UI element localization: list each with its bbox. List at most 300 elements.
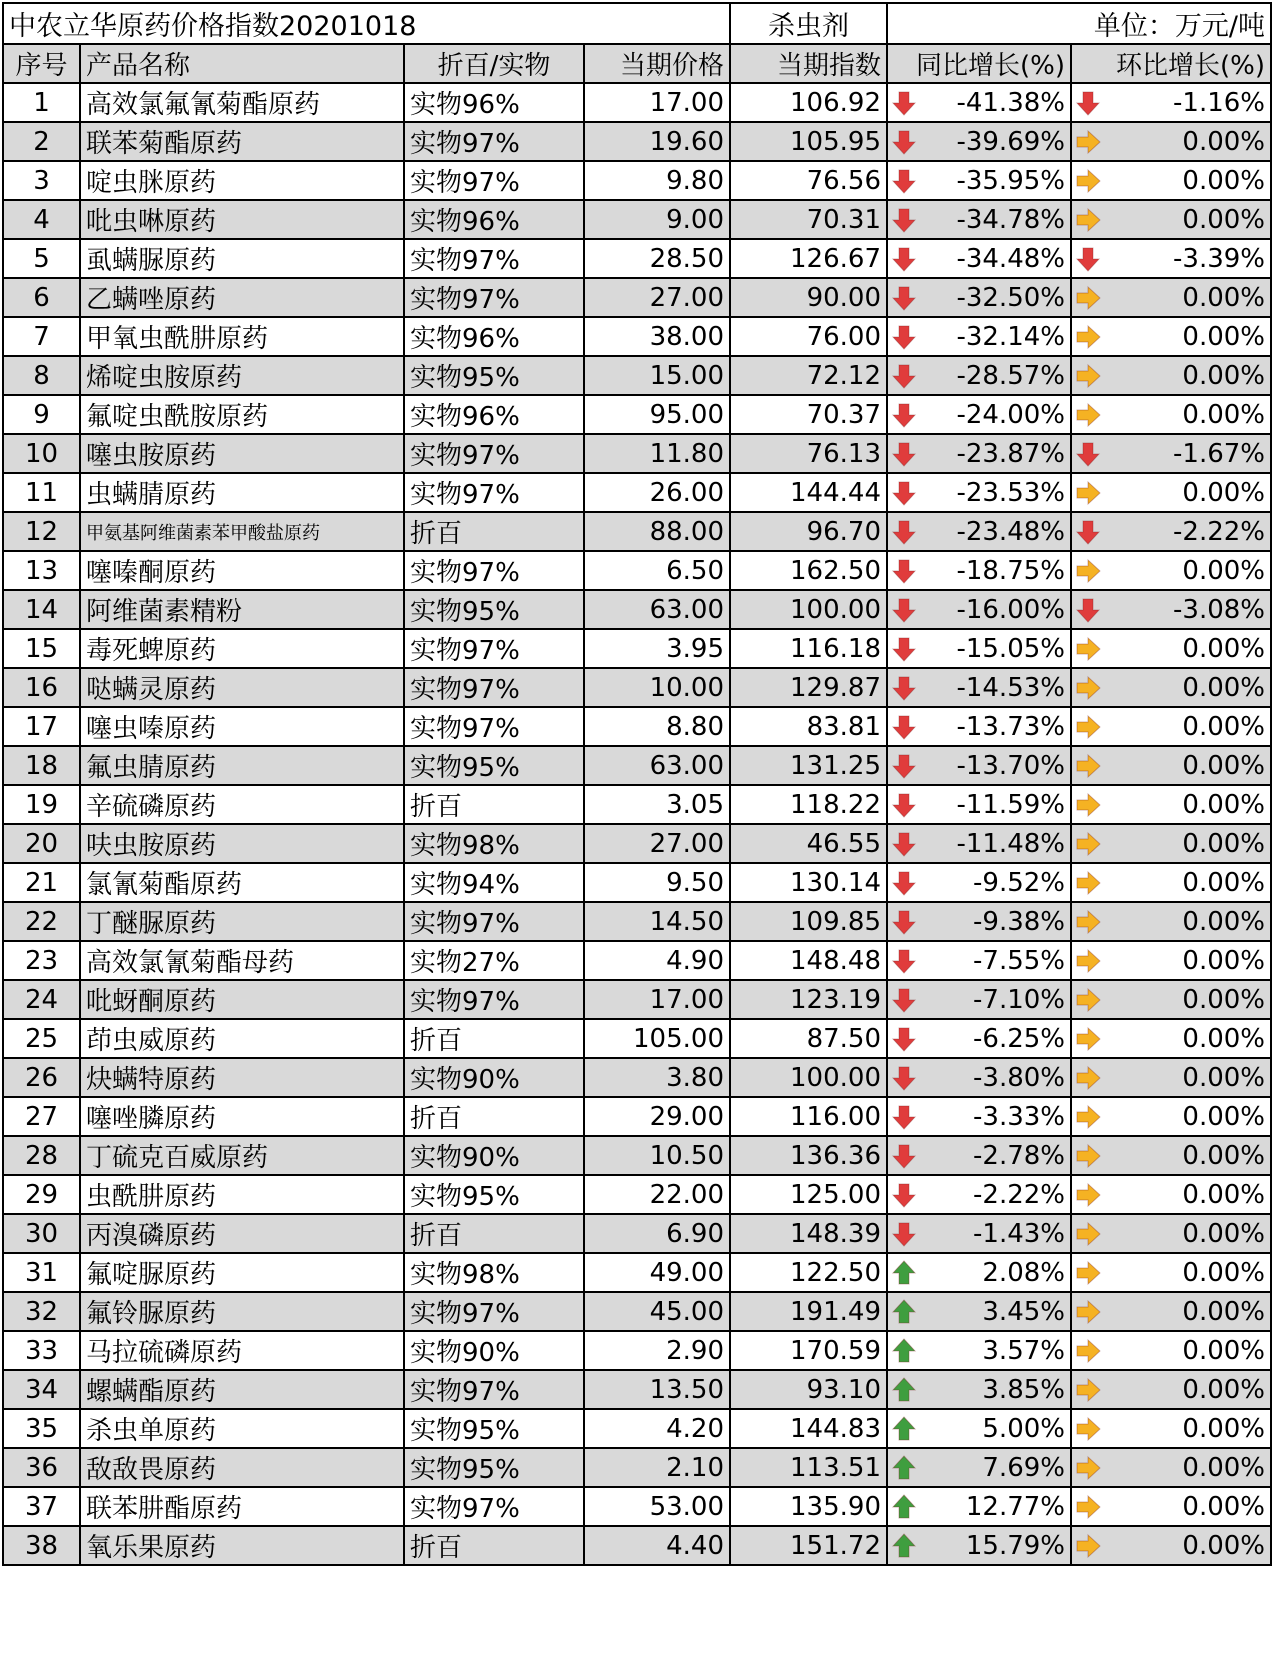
current-price: 17.00 xyxy=(584,83,730,122)
arrow-right-icon xyxy=(1075,909,1101,935)
mom-value: -1.67% xyxy=(1173,438,1266,469)
arrow-down-icon xyxy=(891,1104,917,1130)
arrow-up-icon xyxy=(891,1494,917,1520)
product-name: 甲氨基阿维菌素苯甲酸盐原药 xyxy=(80,512,404,551)
yoy-change xyxy=(887,1175,1071,1214)
yoy-change xyxy=(887,434,1071,473)
current-price: 29.00 xyxy=(584,1097,730,1136)
mom-change xyxy=(1071,590,1271,629)
mom-value: 0.00% xyxy=(1182,1140,1266,1171)
yoy-value: 5.00% xyxy=(982,1413,1065,1444)
product-name: 烯啶虫胺原药 xyxy=(80,356,404,395)
yoy-change xyxy=(887,629,1071,668)
current-index: 90.00 xyxy=(730,278,887,317)
yoy-change xyxy=(887,668,1071,707)
product-spec: 实物90% xyxy=(404,1331,584,1370)
row-number: 7 xyxy=(3,317,80,356)
current-price: 3.95 xyxy=(584,629,730,668)
arrow-down-icon xyxy=(891,90,917,116)
table-row xyxy=(3,395,1271,434)
arrow-right-icon xyxy=(1075,1299,1101,1325)
row-number: 12 xyxy=(3,512,80,551)
category-label: 杀虫剂 xyxy=(730,3,887,44)
mom-change xyxy=(1071,83,1271,122)
table-row xyxy=(3,1292,1271,1331)
arrow-right-icon xyxy=(1075,324,1101,350)
mom-change xyxy=(1071,122,1271,161)
current-index: 83.81 xyxy=(730,707,887,746)
arrow-right-icon xyxy=(1075,363,1101,389)
yoy-value: -39.69% xyxy=(956,126,1065,157)
arrow-right-icon xyxy=(1075,1494,1101,1520)
mom-value: 0.00% xyxy=(1182,633,1266,664)
yoy-value: -16.00% xyxy=(956,594,1065,625)
mom-change xyxy=(1071,902,1271,941)
arrow-right-icon xyxy=(1075,1065,1101,1091)
arrow-right-icon xyxy=(1075,558,1101,584)
table-row xyxy=(3,1214,1271,1253)
product-spec: 实物97% xyxy=(404,122,584,161)
mom-value: 0.00% xyxy=(1182,126,1266,157)
yoy-change xyxy=(887,161,1071,200)
product-name: 丁醚脲原药 xyxy=(80,902,404,941)
row-number: 38 xyxy=(3,1526,80,1565)
current-price: 27.00 xyxy=(584,278,730,317)
yoy-change xyxy=(887,1331,1071,1370)
product-name: 虫螨腈原药 xyxy=(80,473,404,512)
unit-label: 单位：万元/吨 xyxy=(887,3,1271,44)
arrow-down-icon xyxy=(1075,246,1101,272)
arrow-down-icon xyxy=(891,168,917,194)
arrow-down-icon xyxy=(891,597,917,623)
yoy-value: -24.00% xyxy=(956,399,1065,430)
yoy-change xyxy=(887,1487,1071,1526)
current-price: 19.60 xyxy=(584,122,730,161)
mom-value: 0.00% xyxy=(1182,321,1266,352)
row-number: 22 xyxy=(3,902,80,941)
table-row xyxy=(3,1097,1271,1136)
current-price: 11.80 xyxy=(584,434,730,473)
table-row xyxy=(3,1409,1271,1448)
mom-change xyxy=(1071,1097,1271,1136)
current-index: 100.00 xyxy=(730,590,887,629)
yoy-value: -11.59% xyxy=(956,789,1065,820)
arrow-up-icon xyxy=(891,1338,917,1364)
current-price: 2.90 xyxy=(584,1331,730,1370)
product-spec: 实物95% xyxy=(404,746,584,785)
yoy-value: -41.38% xyxy=(956,87,1065,118)
row-number: 5 xyxy=(3,239,80,278)
mom-change xyxy=(1071,278,1271,317)
yoy-change xyxy=(887,746,1071,785)
column-header-row xyxy=(3,44,1271,83)
mom-value: -3.08% xyxy=(1173,594,1266,625)
arrow-up-icon xyxy=(891,1260,917,1286)
arrow-right-icon xyxy=(1075,402,1101,428)
yoy-value: -32.50% xyxy=(956,282,1065,313)
arrow-right-icon xyxy=(1075,168,1101,194)
table-row xyxy=(3,824,1271,863)
current-index: 70.31 xyxy=(730,200,887,239)
arrow-right-icon xyxy=(1075,1104,1101,1130)
row-number: 10 xyxy=(3,434,80,473)
product-spec: 实物97% xyxy=(404,902,584,941)
product-spec: 实物95% xyxy=(404,590,584,629)
table-row xyxy=(3,83,1271,122)
arrow-down-icon xyxy=(1075,519,1101,545)
mom-change xyxy=(1071,317,1271,356)
product-name: 氟啶虫酰胺原药 xyxy=(80,395,404,434)
mom-change xyxy=(1071,551,1271,590)
table-row xyxy=(3,551,1271,590)
arrow-down-icon xyxy=(1075,441,1101,467)
product-name: 虫酰肼原药 xyxy=(80,1175,404,1214)
current-index: 131.25 xyxy=(730,746,887,785)
table-row xyxy=(3,1019,1271,1058)
row-number: 1 xyxy=(3,83,80,122)
current-index: 116.18 xyxy=(730,629,887,668)
current-price: 4.20 xyxy=(584,1409,730,1448)
product-name: 丙溴磷原药 xyxy=(80,1214,404,1253)
yoy-value: -7.10% xyxy=(973,984,1065,1015)
price-index-table xyxy=(2,2,1272,1566)
col-header-index: 当期指数 xyxy=(730,44,887,83)
mom-change xyxy=(1071,161,1271,200)
yoy-change xyxy=(887,1136,1071,1175)
yoy-value: -3.33% xyxy=(973,1101,1065,1132)
mom-change xyxy=(1071,1487,1271,1526)
mom-value: 0.00% xyxy=(1182,1452,1266,1483)
arrow-up-icon xyxy=(891,1416,917,1442)
yoy-value: 3.85% xyxy=(982,1374,1065,1405)
row-number: 35 xyxy=(3,1409,80,1448)
mom-change xyxy=(1071,668,1271,707)
product-name: 氯氰菊酯原药 xyxy=(80,863,404,902)
current-price: 95.00 xyxy=(584,395,730,434)
current-index: 96.70 xyxy=(730,512,887,551)
arrow-down-icon xyxy=(891,870,917,896)
current-price: 14.50 xyxy=(584,902,730,941)
mom-change xyxy=(1071,473,1271,512)
arrow-down-icon xyxy=(891,831,917,857)
product-name: 氟虫腈原药 xyxy=(80,746,404,785)
current-index: 93.10 xyxy=(730,1370,887,1409)
product-name: 阿维菌素精粉 xyxy=(80,590,404,629)
col-header-price: 当期价格 xyxy=(584,44,730,83)
mom-value: 0.00% xyxy=(1182,906,1266,937)
row-number: 9 xyxy=(3,395,80,434)
arrow-down-icon xyxy=(891,909,917,935)
mom-change xyxy=(1071,1253,1271,1292)
product-name: 呋虫胺原药 xyxy=(80,824,404,863)
current-price: 9.50 xyxy=(584,863,730,902)
mom-change xyxy=(1071,707,1271,746)
mom-change xyxy=(1071,980,1271,1019)
mom-value: 0.00% xyxy=(1182,867,1266,898)
product-name: 氟啶脲原药 xyxy=(80,1253,404,1292)
product-name: 哒螨灵原药 xyxy=(80,668,404,707)
row-number: 19 xyxy=(3,785,80,824)
product-name: 噻唑膦原药 xyxy=(80,1097,404,1136)
table-row xyxy=(3,941,1271,980)
mom-change xyxy=(1071,1370,1271,1409)
yoy-change xyxy=(887,1058,1071,1097)
mom-value: 0.00% xyxy=(1182,1530,1266,1561)
current-price: 105.00 xyxy=(584,1019,730,1058)
yoy-change xyxy=(887,512,1071,551)
current-index: 130.14 xyxy=(730,863,887,902)
product-spec: 折百 xyxy=(404,1214,584,1253)
arrow-up-icon xyxy=(891,1533,917,1559)
mom-value: 0.00% xyxy=(1182,165,1266,196)
arrow-right-icon xyxy=(1075,948,1101,974)
arrow-down-icon xyxy=(891,753,917,779)
mom-value: 0.00% xyxy=(1182,399,1266,430)
mom-change xyxy=(1071,1058,1271,1097)
yoy-value: -35.95% xyxy=(956,165,1065,196)
yoy-value: -2.22% xyxy=(973,1179,1065,1210)
yoy-value: -23.53% xyxy=(956,477,1065,508)
yoy-change xyxy=(887,590,1071,629)
row-number: 31 xyxy=(3,1253,80,1292)
current-index: 76.13 xyxy=(730,434,887,473)
current-index: 144.83 xyxy=(730,1409,887,1448)
arrow-down-icon xyxy=(1075,597,1101,623)
mom-change xyxy=(1071,1448,1271,1487)
current-index: 125.00 xyxy=(730,1175,887,1214)
mom-change xyxy=(1071,941,1271,980)
product-name: 氧乐果原药 xyxy=(80,1526,404,1565)
current-index: 135.90 xyxy=(730,1487,887,1526)
table-row xyxy=(3,863,1271,902)
yoy-change xyxy=(887,317,1071,356)
current-index: 129.87 xyxy=(730,668,887,707)
current-price: 17.00 xyxy=(584,980,730,1019)
product-spec: 实物27% xyxy=(404,941,584,980)
yoy-value: -1.43% xyxy=(973,1218,1065,1249)
mom-change xyxy=(1071,1292,1271,1331)
arrow-down-icon xyxy=(891,480,917,506)
yoy-change xyxy=(887,824,1071,863)
product-name: 辛硫磷原药 xyxy=(80,785,404,824)
mom-change xyxy=(1071,356,1271,395)
current-price: 28.50 xyxy=(584,239,730,278)
arrow-down-icon xyxy=(891,1221,917,1247)
arrow-down-icon xyxy=(891,987,917,1013)
row-number: 34 xyxy=(3,1370,80,1409)
table-row xyxy=(3,1136,1271,1175)
yoy-change xyxy=(887,122,1071,161)
table-row xyxy=(3,200,1271,239)
yoy-change xyxy=(887,1526,1071,1565)
current-index: 123.19 xyxy=(730,980,887,1019)
mom-change xyxy=(1071,1409,1271,1448)
current-index: 148.39 xyxy=(730,1214,887,1253)
mom-value: 0.00% xyxy=(1182,750,1266,781)
current-price: 2.10 xyxy=(584,1448,730,1487)
yoy-change xyxy=(887,239,1071,278)
mom-value: 0.00% xyxy=(1182,945,1266,976)
mom-change xyxy=(1071,200,1271,239)
col-header-yoy: 同比增长(%) xyxy=(887,44,1071,83)
yoy-change xyxy=(887,1214,1071,1253)
product-spec: 实物97% xyxy=(404,473,584,512)
product-spec: 折百 xyxy=(404,1019,584,1058)
product-spec: 实物97% xyxy=(404,434,584,473)
mom-change xyxy=(1071,863,1271,902)
product-spec: 实物97% xyxy=(404,707,584,746)
arrow-right-icon xyxy=(1075,1416,1101,1442)
arrow-down-icon xyxy=(891,129,917,155)
row-number: 28 xyxy=(3,1136,80,1175)
current-price: 3.05 xyxy=(584,785,730,824)
current-price: 6.90 xyxy=(584,1214,730,1253)
arrow-down-icon xyxy=(891,714,917,740)
arrow-down-icon xyxy=(891,792,917,818)
row-number: 24 xyxy=(3,980,80,1019)
current-index: 70.37 xyxy=(730,395,887,434)
product-spec: 实物90% xyxy=(404,1136,584,1175)
arrow-right-icon xyxy=(1075,714,1101,740)
yoy-value: -3.80% xyxy=(973,1062,1065,1093)
mom-change xyxy=(1071,629,1271,668)
current-price: 10.00 xyxy=(584,668,730,707)
product-name: 吡蚜酮原药 xyxy=(80,980,404,1019)
yoy-value: -2.78% xyxy=(973,1140,1065,1171)
row-number: 21 xyxy=(3,863,80,902)
arrow-right-icon xyxy=(1075,675,1101,701)
current-index: 109.85 xyxy=(730,902,887,941)
yoy-value: -13.73% xyxy=(956,711,1065,742)
product-spec: 实物96% xyxy=(404,395,584,434)
yoy-change xyxy=(887,278,1071,317)
row-number: 30 xyxy=(3,1214,80,1253)
yoy-value: -28.57% xyxy=(956,360,1065,391)
product-spec: 实物98% xyxy=(404,1253,584,1292)
yoy-change xyxy=(887,551,1071,590)
current-price: 6.50 xyxy=(584,551,730,590)
arrow-up-icon xyxy=(891,1377,917,1403)
yoy-change xyxy=(887,863,1071,902)
table-row xyxy=(3,707,1271,746)
row-number: 27 xyxy=(3,1097,80,1136)
yoy-value: -11.48% xyxy=(956,828,1065,859)
current-price: 27.00 xyxy=(584,824,730,863)
yoy-change xyxy=(887,1019,1071,1058)
current-price: 53.00 xyxy=(584,1487,730,1526)
mom-value: 0.00% xyxy=(1182,711,1266,742)
row-number: 25 xyxy=(3,1019,80,1058)
current-index: 126.67 xyxy=(730,239,887,278)
current-price: 9.00 xyxy=(584,200,730,239)
arrow-down-icon xyxy=(891,1026,917,1052)
row-number: 16 xyxy=(3,668,80,707)
yoy-change xyxy=(887,83,1071,122)
product-name: 敌敌畏原药 xyxy=(80,1448,404,1487)
table-row xyxy=(3,902,1271,941)
arrow-down-icon xyxy=(891,285,917,311)
current-index: 113.51 xyxy=(730,1448,887,1487)
table-row xyxy=(3,356,1271,395)
table-title: 中农立华原药价格指数20201018 xyxy=(3,3,730,44)
arrow-down-icon xyxy=(891,402,917,428)
product-name: 高效氯氰菊酯母药 xyxy=(80,941,404,980)
mom-value: 0.00% xyxy=(1182,1062,1266,1093)
current-price: 4.40 xyxy=(584,1526,730,1565)
table-row xyxy=(3,1058,1271,1097)
mom-value: -3.39% xyxy=(1173,243,1266,274)
current-price: 22.00 xyxy=(584,1175,730,1214)
arrow-right-icon xyxy=(1075,753,1101,779)
product-spec: 折百 xyxy=(404,785,584,824)
product-name: 茚虫威原药 xyxy=(80,1019,404,1058)
product-spec: 实物97% xyxy=(404,1487,584,1526)
product-spec: 实物96% xyxy=(404,83,584,122)
table-row xyxy=(3,1331,1271,1370)
mom-value: 0.00% xyxy=(1182,282,1266,313)
yoy-change xyxy=(887,980,1071,1019)
table-row xyxy=(3,1253,1271,1292)
product-spec: 折百 xyxy=(404,1097,584,1136)
yoy-value: -9.52% xyxy=(973,867,1065,898)
mom-change xyxy=(1071,1136,1271,1175)
table-row xyxy=(3,1175,1271,1214)
col-header-name: 产品名称 xyxy=(80,44,404,83)
current-price: 88.00 xyxy=(584,512,730,551)
arrow-down-icon xyxy=(891,519,917,545)
arrow-down-icon xyxy=(891,675,917,701)
product-name: 啶虫脒原药 xyxy=(80,161,404,200)
product-name: 甲氧虫酰肼原药 xyxy=(80,317,404,356)
product-name: 马拉硫磷原药 xyxy=(80,1331,404,1370)
arrow-right-icon xyxy=(1075,1221,1101,1247)
arrow-right-icon xyxy=(1075,1377,1101,1403)
mom-change xyxy=(1071,1331,1271,1370)
product-name: 螺螨酯原药 xyxy=(80,1370,404,1409)
product-spec: 实物95% xyxy=(404,1409,584,1448)
yoy-value: 2.08% xyxy=(982,1257,1065,1288)
table-row xyxy=(3,161,1271,200)
yoy-value: -34.48% xyxy=(956,243,1065,274)
row-number: 11 xyxy=(3,473,80,512)
table-row xyxy=(3,434,1271,473)
arrow-down-icon xyxy=(891,948,917,974)
table-row xyxy=(3,980,1271,1019)
row-number: 36 xyxy=(3,1448,80,1487)
mom-value: -1.16% xyxy=(1173,87,1266,118)
product-spec: 实物94% xyxy=(404,863,584,902)
current-index: 162.50 xyxy=(730,551,887,590)
product-name: 吡虫啉原药 xyxy=(80,200,404,239)
yoy-change xyxy=(887,1448,1071,1487)
current-price: 8.80 xyxy=(584,707,730,746)
mom-value: 0.00% xyxy=(1182,477,1266,508)
product-spec: 折百 xyxy=(404,512,584,551)
arrow-down-icon xyxy=(891,1182,917,1208)
product-spec: 实物97% xyxy=(404,1292,584,1331)
col-header-mom: 环比增长(%) xyxy=(1071,44,1271,83)
current-index: 46.55 xyxy=(730,824,887,863)
product-spec: 实物96% xyxy=(404,200,584,239)
row-number: 4 xyxy=(3,200,80,239)
current-price: 15.00 xyxy=(584,356,730,395)
product-name: 高效氯氟氰菊酯原药 xyxy=(80,83,404,122)
product-spec: 实物95% xyxy=(404,356,584,395)
arrow-right-icon xyxy=(1075,792,1101,818)
yoy-value: -13.70% xyxy=(956,750,1065,781)
arrow-right-icon xyxy=(1075,1260,1101,1286)
product-spec: 实物97% xyxy=(404,278,584,317)
